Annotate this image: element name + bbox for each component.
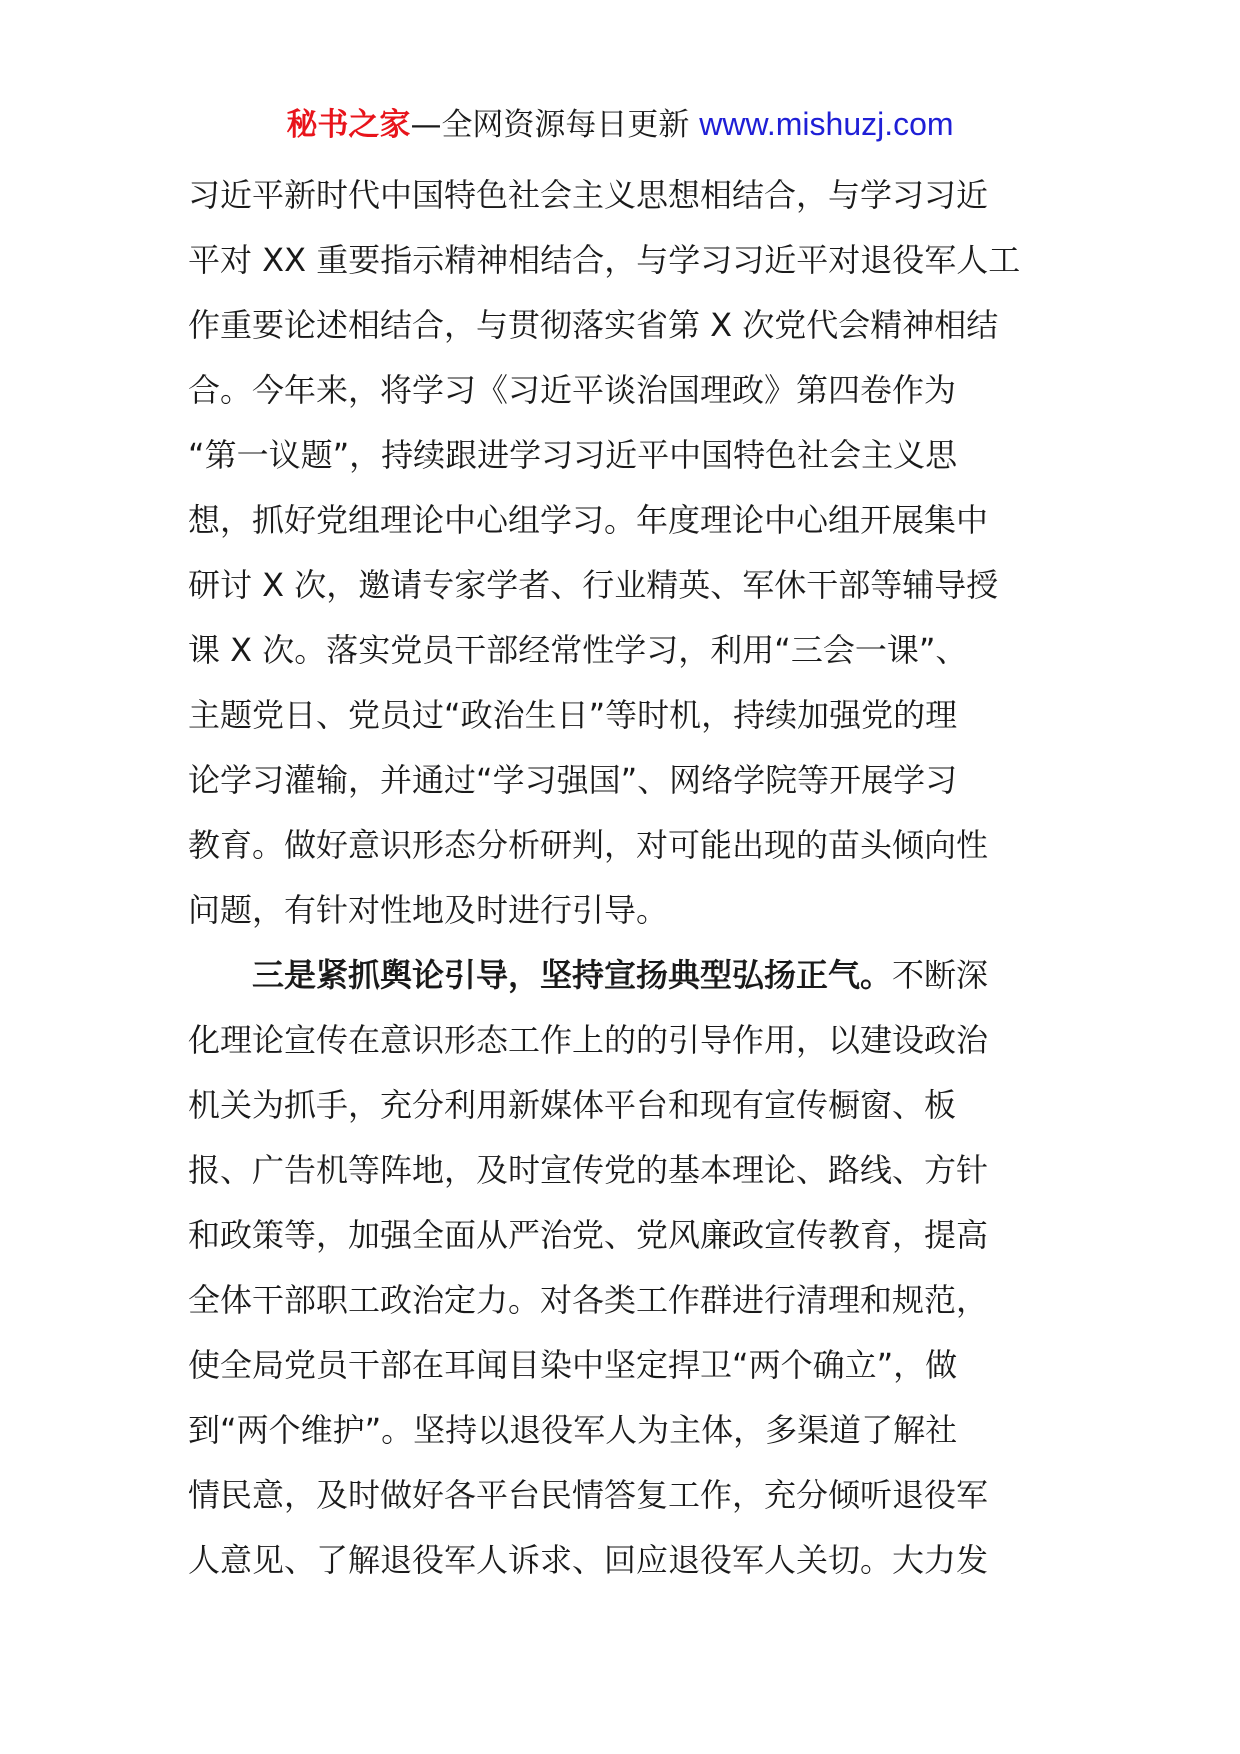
body-line: 机关为抓手，充分利用新媒体平台和现有宣传橱窗、板 (188, 1086, 957, 1124)
paragraph-heading-line (188, 943, 1052, 1008)
body-line: 合。今年来，将学习《习近平谈治国理政》第四卷作为 (188, 371, 957, 409)
body-line: 使全局党员干部在耳闻目染中坚定捍卫“两个确立”，做 (188, 1346, 958, 1384)
body-line: 问题，有针对性地及时进行引导。 (188, 891, 669, 929)
body-line: 教育。做好意识形态分析研判，对可能出现的苗头倾向性 (188, 826, 989, 864)
page-header (0, 100, 1240, 149)
body-line: 化理论宣传在意识形态工作上的的引导作用，以建设政治 (188, 1021, 989, 1059)
body-line: 报、广告机等阵地，及时宣传党的基本理论、路线、方针 (188, 1151, 989, 1189)
body-line: 到“两个维护”。坚持以退役军人为主体，多渠道了解社 (188, 1411, 958, 1449)
document-body (188, 163, 1052, 1593)
body-line: 课 X 次。落实党员干部经常性学习，利用“三会一课”、 (188, 631, 968, 669)
body-line: 想，抓好党组理论中心组学习。年度理论中心组开展集中 (188, 501, 989, 539)
body-line: 论学习灌输，并通过“学习强国”、网络学院等开展学习 (188, 761, 958, 799)
paragraph-text: 不断深 (892, 956, 989, 994)
body-line: 情民意，及时做好各平台民情答复工作，充分倾听退役军 (188, 1476, 989, 1514)
paragraph-heading: 三是紧抓舆论引导，坚持宣扬典型弘扬正气。 (252, 956, 893, 994)
header-url-link[interactable]: www.mishuzj.com (699, 106, 954, 142)
header-tagline: —全网资源每日更新 (410, 107, 700, 143)
body-line: 人意见、了解退役军人诉求、回应退役军人关切。大力发 (188, 1541, 989, 1579)
body-line: 全体干部职工政治定力。对各类工作群进行清理和规范， (188, 1281, 989, 1319)
body-line: 主题党日、党员过“政治生日”等时机，持续加强党的理 (188, 696, 958, 734)
body-line: 习近平新时代中国特色社会主义思想相结合，与学习习近 (188, 176, 989, 214)
body-line: 和政策等，加强全面从严治党、党风廉政宣传教育，提高 (188, 1216, 989, 1254)
body-line: 研讨 X 次，邀请专家学者、行业精英、军休干部等辅导授 (188, 566, 999, 604)
body-line: 平对 XX 重要指示精神相结合，与学习习近平对退役军人工 (188, 241, 1021, 279)
body-line: “第一议题”，持续跟进学习习近平中国特色社会主义思 (188, 436, 958, 474)
body-line: 作重要论述相结合，与贯彻落实省第 X 次党代会精神相结 (188, 306, 999, 344)
brand-name: 秘书之家 (286, 107, 411, 143)
